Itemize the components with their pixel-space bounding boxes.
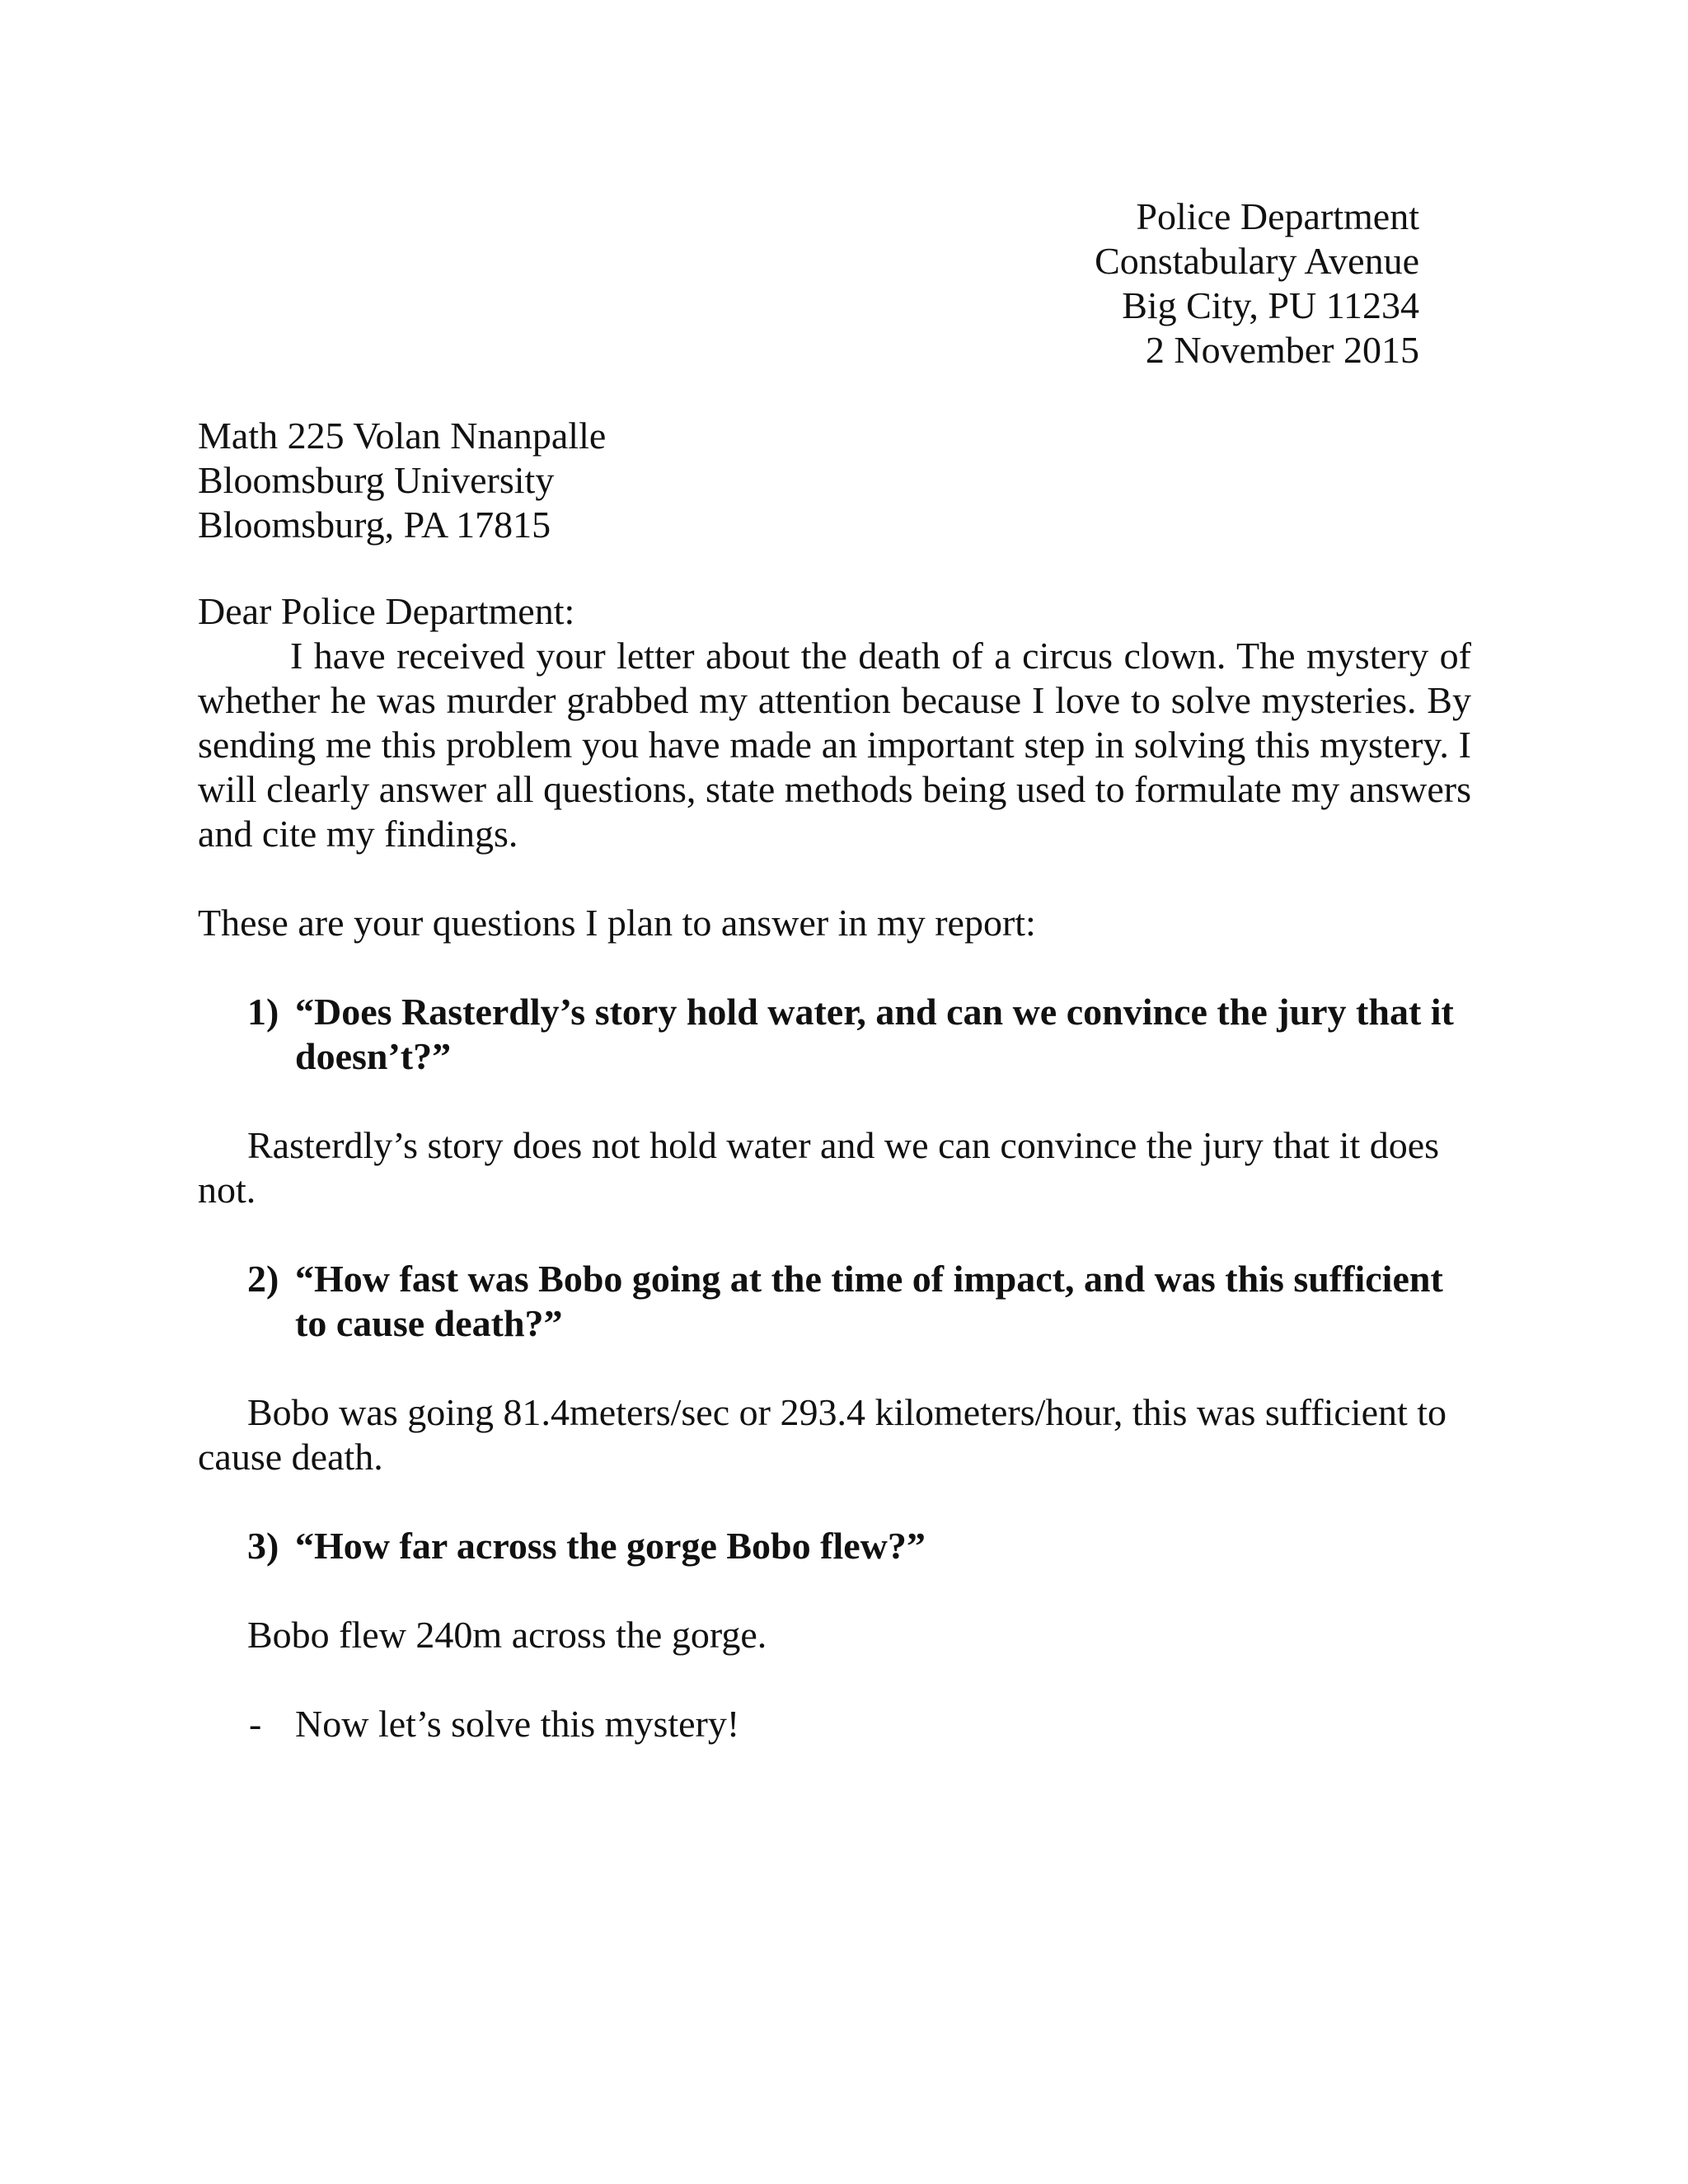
- question-number: 1): [247, 991, 279, 1033]
- closing-bullet: -: [249, 1703, 262, 1745]
- recipient-city: Bloomsburg, PA 17815: [198, 504, 551, 546]
- question-number: 2): [247, 1258, 279, 1300]
- sender-street: Constabulary Avenue: [1095, 240, 1419, 282]
- recipient-name: Math 225 Volan Nnanpalle: [198, 415, 607, 457]
- closing-text: Now let’s solve this mystery!: [295, 1703, 740, 1745]
- question-text: “How far across the gorge Bobo flew?”: [295, 1525, 926, 1567]
- letter-body: [198, 589, 1471, 1746]
- sender-name: Police Department: [1136, 195, 1419, 237]
- question-number: 3): [247, 1525, 279, 1567]
- question-text: “Does Rasterdly’s story hold water, and can we convince the jury that it doesn’t?”: [295, 991, 1454, 1077]
- question-3: [198, 1524, 1471, 1568]
- question-2: [198, 1257, 1471, 1346]
- opening-paragraph: I have received your letter about the death of a circus clown. The mystery of whether he was murder grabbed my attention because I love to solve mysteries. By sending me this problem you have made an important step in solving this mystery. I will clearly answer all questions, state methods being used to formulate my answers and cite my findings.: [198, 635, 1471, 855]
- salutation: Dear Police Department:: [198, 590, 575, 632]
- answer-2: Bobo was going 81.4meters/sec or 293.4 kilometers/hour, this was sufficient to cause death.: [198, 1391, 1447, 1478]
- sender-address-block: [1095, 194, 1419, 373]
- recipient-institution: Bloomsburg University: [198, 459, 555, 501]
- answer-3: Bobo flew 240m across the gorge.: [247, 1614, 767, 1656]
- closing-line: [198, 1702, 1471, 1746]
- recipient-address-block: [198, 414, 606, 547]
- question-text: “How fast was Bobo going at the time of impact, and was this sufficient to cause death?”: [295, 1258, 1443, 1344]
- question-1: [198, 990, 1471, 1079]
- sender-city: Big City, PU 11234: [1122, 284, 1419, 326]
- answer-1: Rasterdly’s story does not hold water and we can convince the jury that it does not.: [198, 1124, 1440, 1211]
- questions-intro: These are your questions I plan to answer in my report:: [198, 902, 1036, 944]
- letter-date: 2 November 2015: [1145, 329, 1419, 371]
